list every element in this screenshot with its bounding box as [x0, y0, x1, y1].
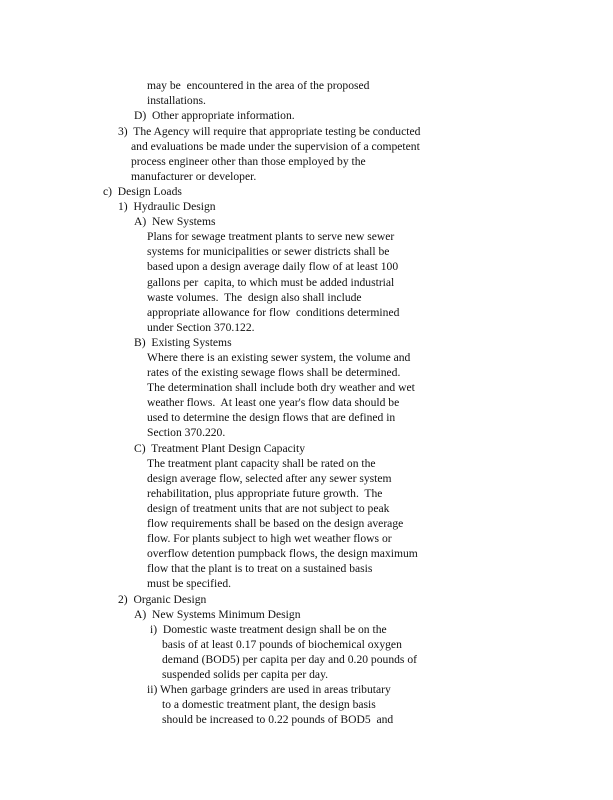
text-line: flow that the plant is to treat on a sustained basis	[147, 562, 373, 575]
text-line: design of treatment units that are not subject to peak	[147, 502, 390, 515]
text-line: design average flow, selected after any sewer system	[147, 472, 392, 485]
text-line: flow. For plants subject to high wet weather flows or	[147, 532, 392, 545]
text-line: i) Domestic waste treatment design shall be on the	[150, 623, 387, 636]
text-line: manufacturer or developer.	[131, 170, 257, 183]
text-line: installations.	[147, 94, 206, 107]
text-line: basis of at least 0.17 pounds of biochemical oxygen	[162, 638, 402, 651]
text-line: The treatment plant capacity shall be rated on the	[147, 457, 376, 470]
subsection-heading: 2) Organic Design	[118, 593, 207, 606]
text-line: process engineer other than those employed by the	[131, 155, 366, 168]
text-line: Plans for sewage treatment plants to serve new sewer	[147, 230, 395, 243]
subsection-heading: B) Existing Systems	[134, 336, 232, 349]
text-line: flow requirements shall be based on the design average	[147, 517, 404, 530]
text-line: Where there is an existing sewer system, the volume and	[147, 351, 411, 364]
text-line: used to determine the design flows that are defined in	[147, 411, 396, 424]
text-line: suspended solids per capita per day.	[162, 668, 329, 681]
text-line: demand (BOD5) per capita per day and 0.20 pounds of	[162, 653, 417, 666]
text-line: may be encountered in the area of the proposed	[147, 79, 370, 92]
text-line: 3) The Agency will require that appropriate testing be conducted	[118, 125, 421, 138]
text-line: gallons per capita, to which must be added industrial	[147, 276, 395, 289]
subsection-heading: A) New Systems	[134, 215, 216, 228]
text-line: to a domestic treatment plant, the design basis	[162, 698, 376, 711]
text-line: under Section 370.122.	[147, 321, 255, 334]
text-line: rates of the existing sewage flows shall be determined.	[147, 366, 401, 379]
text-line: ii) When garbage grinders are used in areas tributary	[147, 683, 391, 696]
text-line: Section 370.220.	[147, 426, 226, 439]
text-line: based upon a design average daily flow of at least 100	[147, 260, 399, 273]
text-line: overflow detention pumpback flows, the design maximum	[147, 547, 418, 560]
text-line: The determination shall include both dry weather and wet	[147, 381, 415, 394]
text-line: waste volumes. The design also shall include	[147, 291, 362, 304]
text-line: rehabilitation, plus appropriate future growth. The	[147, 487, 383, 500]
text-line: D) Other appropriate information.	[134, 109, 295, 122]
section-heading: c) Design Loads	[103, 185, 182, 198]
text-line: should be increased to 0.22 pounds of BOD5 and	[162, 713, 394, 726]
subsection-heading: A) New Systems Minimum Design	[134, 608, 301, 621]
text-line: appropriate allowance for flow conditions determined	[147, 306, 400, 319]
subsection-heading: C) Treatment Plant Design Capacity	[134, 442, 305, 455]
subsection-heading: 1) Hydraulic Design	[118, 200, 216, 213]
text-line: must be specified.	[147, 577, 232, 590]
text-line: and evaluations be made under the supervision of a competent	[131, 140, 420, 153]
text-line: systems for municipalities or sewer districts shall be	[147, 245, 390, 258]
text-line: weather flows. At least one year's flow data should be	[147, 396, 400, 409]
